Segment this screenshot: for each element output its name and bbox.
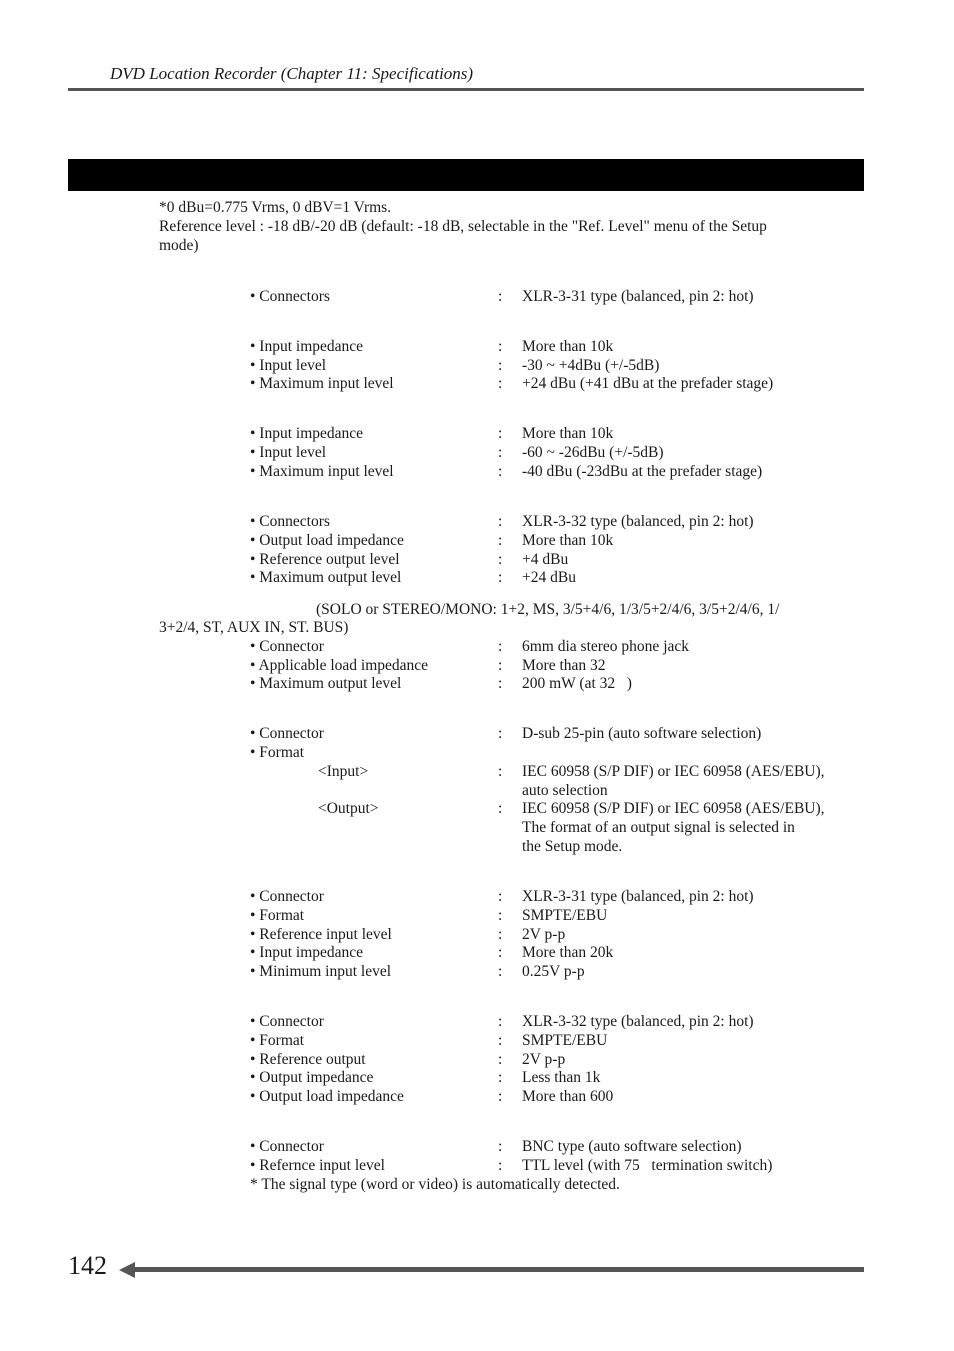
spec-value: More than 32 — [522, 657, 606, 674]
spec-colon: : — [498, 963, 503, 980]
spec-label: • Input impedance — [250, 338, 364, 355]
spec-value: +4 dBu — [522, 551, 569, 568]
spec-value: More than 10k — [522, 338, 614, 355]
spec-value: 2V p-p — [522, 1051, 566, 1068]
spec-colon: : — [498, 1032, 503, 1049]
spec-colon: : — [498, 338, 503, 355]
spec-label: • Connector — [250, 1138, 324, 1155]
spec-label: • Reference output — [250, 1051, 366, 1068]
spec-value: +24 dBu — [522, 569, 576, 586]
spec-colon: : — [498, 675, 503, 692]
spec-label: • Connectors — [250, 513, 330, 530]
spec-label: • Minimum input level — [250, 963, 392, 980]
headphone-source-list-cont: 3+2/4, ST, AUX IN, ST. BUS) — [159, 619, 349, 636]
spec-value: TTL level (with 75 termination switch) — [522, 1157, 773, 1174]
spec-value: -30 ~ +4dBu (+/-5dB) — [522, 357, 660, 374]
spec-label: • Input impedance — [250, 944, 364, 961]
spec-label: • Connectors — [250, 288, 330, 305]
footer-rule — [131, 1267, 864, 1272]
spec-label: • Reference input level — [250, 926, 392, 943]
header-rule — [68, 88, 864, 91]
spec-value: 0.25V p-p — [522, 963, 585, 980]
spec-colon: : — [498, 944, 503, 961]
spec-value: auto selection — [522, 782, 608, 799]
note-line-1: *0 dBu=0.775 Vrms, 0 dBV=1 Vrms. — [159, 199, 392, 216]
spec-value: 6mm dia stereo phone jack — [522, 638, 690, 655]
spec-label: • Reference output level — [250, 551, 400, 568]
spec-value: More than 10k — [522, 532, 614, 549]
spec-colon: : — [498, 532, 503, 549]
spec-label: • Connector — [250, 888, 324, 905]
spec-value: -40 dBu (-23dBu at the prefader stage) — [522, 463, 763, 480]
spec-colon: : — [498, 1088, 503, 1105]
spec-value: SMPTE/EBU — [522, 907, 608, 924]
spec-colon: : — [498, 725, 503, 742]
spec-label: • Format — [250, 744, 305, 761]
spec-colon: : — [498, 1013, 503, 1030]
reference-notes — [159, 199, 865, 255]
spec-colon: : — [498, 657, 503, 674]
spec-value: +24 dBu (+41 dBu at the prefader stage) — [522, 375, 774, 392]
spec-colon: : — [498, 463, 503, 480]
spec-colon: : — [498, 288, 503, 305]
spec-value: XLR-3-31 type (balanced, pin 2: hot) — [522, 888, 754, 905]
spec-label: • Output load impedance — [250, 532, 404, 549]
spec-value: D-sub 25-pin (auto software selection) — [522, 725, 762, 742]
spec-value: The format of an output signal is selected in — [522, 819, 795, 836]
footnote-text: * The signal type (word or video) is automatically detected. — [250, 1176, 620, 1193]
spec-label: • Format — [250, 1032, 305, 1049]
spec-colon: : — [498, 569, 503, 586]
spec-colon: : — [498, 425, 503, 442]
spec-label: • Maximum input level — [250, 463, 394, 480]
spec-value: BNC type (auto software selection) — [522, 1138, 742, 1155]
running-header: DVD Location Recorder (Chapter 11: Specifications) — [110, 64, 474, 83]
spec-label: • Connector — [250, 1013, 324, 1030]
spec-colon: : — [498, 800, 503, 817]
note-line-2: Reference level : -18 dB/-20 dB (default: -18 dB, selectable in the "Ref. Level" menu of the Setup — [159, 217, 767, 235]
spec-label: • Refernce input level — [250, 1157, 385, 1174]
spec-value: SMPTE/EBU — [522, 1032, 608, 1049]
spec-value: IEC 60958 (S/P DIF) or IEC 60958 (AES/EBU), — [522, 763, 825, 780]
spec-label: • Connector — [250, 725, 324, 742]
section-title-bar — [68, 159, 864, 191]
spec-value: 2V p-p — [522, 926, 566, 943]
spec-label: • Applicable load impedance — [250, 657, 429, 674]
spec-value: XLR-3-32 type (balanced, pin 2: hot) — [522, 1013, 754, 1030]
spec-value: More than 20k — [522, 944, 614, 961]
spec-colon: : — [498, 375, 503, 392]
spec-colon: : — [498, 1138, 503, 1155]
spec-colon: : — [498, 926, 503, 943]
spec-colon: : — [498, 1069, 503, 1086]
spec-colon: : — [498, 1157, 503, 1174]
spec-label: • Input level — [250, 444, 327, 461]
spec-colon: : — [498, 907, 503, 924]
spec-colon: : — [498, 444, 503, 461]
headphone-source-list: (SOLO or STEREO/MONO: 1+2, MS, 3/5+4/6, 1/3/5+2/4/6, 3/5+2/4/6, 1/ — [316, 601, 780, 618]
spec-colon: : — [498, 551, 503, 568]
spec-label: • Output impedance — [250, 1069, 374, 1086]
spec-label: • Maximum output level — [250, 675, 402, 692]
spec-sublabel: <Input> — [318, 763, 369, 780]
spec-colon: : — [498, 513, 503, 530]
spec-label: • Input level — [250, 357, 327, 374]
spec-value: IEC 60958 (S/P DIF) or IEC 60958 (AES/EBU), — [522, 800, 825, 817]
spec-colon: : — [498, 638, 503, 655]
spec-label: • Format — [250, 907, 305, 924]
spec-value: More than 600 — [522, 1088, 614, 1105]
spec-label: • Input impedance — [250, 425, 364, 442]
page-number: 142 — [68, 1251, 107, 1280]
spec-sublabel: <Output> — [318, 800, 379, 817]
spec-label: • Connector — [250, 638, 324, 655]
spec-value: -60 ~ -26dBu (+/-5dB) — [522, 444, 664, 461]
note-line-3: mode) — [159, 236, 199, 254]
spec-colon: : — [498, 357, 503, 374]
spec-value: More than 10k — [522, 425, 614, 442]
spec-colon: : — [498, 763, 503, 780]
spec-colon: : — [498, 888, 503, 905]
spec-value: Less than 1k — [522, 1069, 601, 1086]
spec-label: • Maximum input level — [250, 375, 394, 392]
spec-value: XLR-3-31 type (balanced, pin 2: hot) — [522, 288, 754, 305]
spec-value: XLR-3-32 type (balanced, pin 2: hot) — [522, 513, 754, 530]
spec-value: 200 mW (at 32 ) — [522, 675, 632, 692]
spec-value: the Setup mode. — [522, 838, 623, 855]
spec-colon: : — [498, 1051, 503, 1068]
spec-label: • Maximum output level — [250, 569, 402, 586]
spec-label: • Output load impedance — [250, 1088, 404, 1105]
